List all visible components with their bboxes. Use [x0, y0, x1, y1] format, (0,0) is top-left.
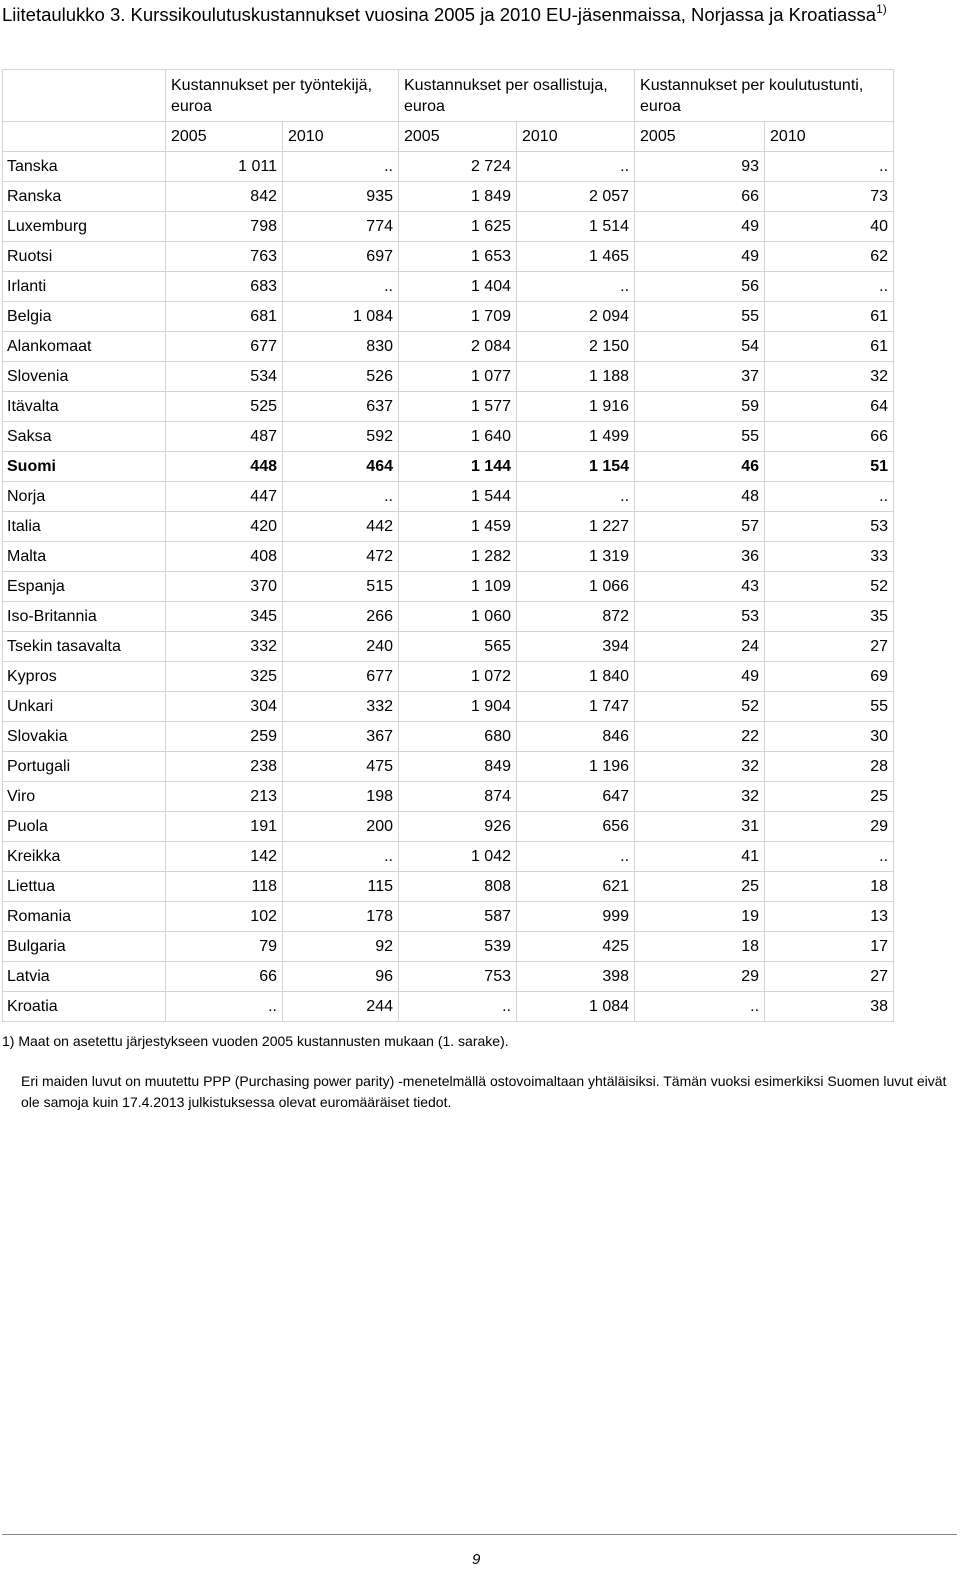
country-cell: Italia [3, 512, 166, 542]
value-cell: 1 060 [399, 602, 517, 632]
value-cell: 425 [517, 932, 635, 962]
country-cell: Norja [3, 482, 166, 512]
value-cell: 30 [765, 722, 894, 752]
group-header-row [3, 70, 894, 122]
year-header: 2010 [283, 122, 399, 152]
value-cell: 13 [765, 902, 894, 932]
country-cell: Saksa [3, 422, 166, 452]
value-cell: 61 [765, 332, 894, 362]
value-cell: 304 [166, 692, 283, 722]
table-row [3, 302, 894, 332]
value-cell: 2 057 [517, 182, 635, 212]
value-cell: 1 514 [517, 212, 635, 242]
value-cell: 266 [283, 602, 399, 632]
value-cell: .. [283, 842, 399, 872]
value-cell: 1 011 [166, 152, 283, 182]
value-cell: 29 [635, 962, 765, 992]
value-cell: 49 [635, 212, 765, 242]
value-cell: 54 [635, 332, 765, 362]
country-cell: Bulgaria [3, 932, 166, 962]
country-cell: Belgia [3, 302, 166, 332]
country-cell: Viro [3, 782, 166, 812]
value-cell: 398 [517, 962, 635, 992]
table-row [3, 422, 894, 452]
value-cell: 926 [399, 812, 517, 842]
table-row [3, 542, 894, 572]
value-cell: 56 [635, 272, 765, 302]
value-cell: 808 [399, 872, 517, 902]
year-header: 2005 [166, 122, 283, 152]
value-cell: 1 072 [399, 662, 517, 692]
value-cell: 35 [765, 602, 894, 632]
value-cell: 46 [635, 452, 765, 482]
value-cell: 1 916 [517, 392, 635, 422]
table-row [3, 872, 894, 902]
value-cell: 59 [635, 392, 765, 422]
value-cell: 57 [635, 512, 765, 542]
table-row [3, 452, 894, 482]
value-cell: 22 [635, 722, 765, 752]
group-header-per-participant: Kustannukset per osallistuja, euroa [399, 70, 635, 122]
table-row [3, 962, 894, 992]
value-cell: 1 849 [399, 182, 517, 212]
value-cell: 2 150 [517, 332, 635, 362]
value-cell: 2 094 [517, 302, 635, 332]
value-cell: 259 [166, 722, 283, 752]
table-row [3, 392, 894, 422]
value-cell: 48 [635, 482, 765, 512]
value-cell: 1 544 [399, 482, 517, 512]
value-cell: 191 [166, 812, 283, 842]
page-number: 9 [472, 1551, 481, 1568]
value-cell: 798 [166, 212, 283, 242]
value-cell: 621 [517, 872, 635, 902]
value-cell: 1 840 [517, 662, 635, 692]
country-cell: Tsekin tasavalta [3, 632, 166, 662]
value-cell: 19 [635, 902, 765, 932]
table-row [3, 512, 894, 542]
value-cell: 27 [765, 962, 894, 992]
value-cell: 1 640 [399, 422, 517, 452]
country-cell: Romania [3, 902, 166, 932]
value-cell: 999 [517, 902, 635, 932]
page-footer-divider [2, 1534, 957, 1535]
value-cell: 526 [283, 362, 399, 392]
value-cell: 178 [283, 902, 399, 932]
value-cell: 92 [283, 932, 399, 962]
footnote: 1) Maat on asetettu järjestykseen vuoden 2005 kustannusten mukaan (1. sarake). [2, 1033, 509, 1049]
value-cell: 1 109 [399, 572, 517, 602]
cost-table [2, 69, 894, 1022]
value-cell: 1 465 [517, 242, 635, 272]
value-cell: 27 [765, 632, 894, 662]
value-cell: 49 [635, 242, 765, 272]
country-cell: Slovakia [3, 722, 166, 752]
country-cell: Unkari [3, 692, 166, 722]
country-cell: Kroatia [3, 992, 166, 1022]
country-cell: Suomi [3, 452, 166, 482]
value-cell: 1 625 [399, 212, 517, 242]
value-cell: 25 [635, 872, 765, 902]
value-cell: 115 [283, 872, 399, 902]
value-cell: .. [399, 992, 517, 1022]
country-cell: Latvia [3, 962, 166, 992]
country-cell: Irlanti [3, 272, 166, 302]
value-cell: 345 [166, 602, 283, 632]
value-cell: .. [765, 152, 894, 182]
value-cell: .. [283, 272, 399, 302]
value-cell: 680 [399, 722, 517, 752]
value-cell: 842 [166, 182, 283, 212]
value-cell: 240 [283, 632, 399, 662]
table-row [3, 182, 894, 212]
table-row [3, 932, 894, 962]
country-cell: Ranska [3, 182, 166, 212]
value-cell: 367 [283, 722, 399, 752]
value-cell: 370 [166, 572, 283, 602]
value-cell: 142 [166, 842, 283, 872]
value-cell: 36 [635, 542, 765, 572]
value-cell: 33 [765, 542, 894, 572]
value-cell: 1 042 [399, 842, 517, 872]
country-cell: Puola [3, 812, 166, 842]
value-cell: 53 [765, 512, 894, 542]
value-cell: 846 [517, 722, 635, 752]
value-cell: 41 [635, 842, 765, 872]
value-cell: 849 [399, 752, 517, 782]
value-cell: 647 [517, 782, 635, 812]
value-cell: 872 [517, 602, 635, 632]
table-row [3, 662, 894, 692]
page-title [2, 0, 952, 29]
value-cell: 51 [765, 452, 894, 482]
value-cell: 475 [283, 752, 399, 782]
value-cell: 592 [283, 422, 399, 452]
value-cell: 874 [399, 782, 517, 812]
group-header-per-training-hour: Kustannukset per koulutustunti, euroa [635, 70, 894, 122]
value-cell: .. [517, 482, 635, 512]
table-body [3, 152, 894, 1022]
country-cell: Iso-Britannia [3, 602, 166, 632]
year-header: 2005 [399, 122, 517, 152]
value-cell: 198 [283, 782, 399, 812]
value-cell: 61 [765, 302, 894, 332]
title-note-marker: 1) [876, 2, 887, 16]
value-cell: 64 [765, 392, 894, 422]
value-cell: 565 [399, 632, 517, 662]
value-cell: 683 [166, 272, 283, 302]
value-cell: 830 [283, 332, 399, 362]
value-cell: 55 [765, 692, 894, 722]
value-cell: 238 [166, 752, 283, 782]
value-cell: 697 [283, 242, 399, 272]
value-cell: .. [166, 992, 283, 1022]
value-cell: .. [517, 842, 635, 872]
group-header-per-employee: Kustannukset per työntekijä, euroa [166, 70, 399, 122]
value-cell: 38 [765, 992, 894, 1022]
value-cell: 408 [166, 542, 283, 572]
country-cell: Malta [3, 542, 166, 572]
year-header: 2005 [635, 122, 765, 152]
table-row [3, 632, 894, 662]
header-corner-cell [3, 70, 166, 122]
value-cell: 656 [517, 812, 635, 842]
value-cell: .. [765, 272, 894, 302]
value-cell: 472 [283, 542, 399, 572]
value-cell: 66 [166, 962, 283, 992]
value-cell: 2 084 [399, 332, 517, 362]
value-cell: 677 [166, 332, 283, 362]
value-cell: 66 [765, 422, 894, 452]
value-cell: 1 154 [517, 452, 635, 482]
table-row [3, 242, 894, 272]
value-cell: 66 [635, 182, 765, 212]
country-cell: Alankomaat [3, 332, 166, 362]
value-cell: 637 [283, 392, 399, 422]
title-text: Liitetaulukko 3. Kurssikoulutuskustannukset vuosina 2005 ja 2010 EU-jäsenmaissa, Norjassa ja Kroatiassa [2, 4, 877, 25]
table-row [3, 842, 894, 872]
table-row [3, 152, 894, 182]
value-cell: 1 282 [399, 542, 517, 572]
ppp-note: Eri maiden luvut on muutettu PPP (Purchasing power parity) -menetelmällä ostovoimaltaan yhtäläisiksi. Tämän vuoksi esimerkiksi Suomen luvut eivät ole samoja kuin 17.4.2013 julkistuksessa olevat euromääräiset tiedot. [21, 1073, 947, 1110]
table-row [3, 752, 894, 782]
value-cell: 1 319 [517, 542, 635, 572]
value-cell: 1 404 [399, 272, 517, 302]
value-cell: 52 [765, 572, 894, 602]
value-cell: 1 084 [283, 302, 399, 332]
value-cell: 43 [635, 572, 765, 602]
value-cell: 1 499 [517, 422, 635, 452]
value-cell: 24 [635, 632, 765, 662]
year-header: 2010 [765, 122, 894, 152]
table-row [3, 482, 894, 512]
value-cell: 677 [283, 662, 399, 692]
value-cell: 79 [166, 932, 283, 962]
value-cell: 1 188 [517, 362, 635, 392]
value-cell: 40 [765, 212, 894, 242]
value-cell: .. [765, 482, 894, 512]
value-cell: 1 904 [399, 692, 517, 722]
value-cell: .. [635, 992, 765, 1022]
value-cell: 587 [399, 902, 517, 932]
value-cell: 442 [283, 512, 399, 542]
value-cell: 69 [765, 662, 894, 692]
value-cell: 52 [635, 692, 765, 722]
value-cell: 420 [166, 512, 283, 542]
value-cell: 1 066 [517, 572, 635, 602]
value-cell: 55 [635, 302, 765, 332]
value-cell: .. [283, 152, 399, 182]
table-row [3, 602, 894, 632]
table-row [3, 332, 894, 362]
country-cell: Espanja [3, 572, 166, 602]
value-cell: 1 196 [517, 752, 635, 782]
value-cell: 448 [166, 452, 283, 482]
table-row [3, 782, 894, 812]
value-cell: 32 [635, 752, 765, 782]
value-cell: 753 [399, 962, 517, 992]
value-cell: 49 [635, 662, 765, 692]
country-cell: Kypros [3, 662, 166, 692]
value-cell: 1 084 [517, 992, 635, 1022]
value-cell: 213 [166, 782, 283, 812]
value-cell: 332 [283, 692, 399, 722]
value-cell: 53 [635, 602, 765, 632]
table-row [3, 212, 894, 242]
country-cell: Slovenia [3, 362, 166, 392]
country-cell: Liettua [3, 872, 166, 902]
value-cell: 539 [399, 932, 517, 962]
country-cell: Ruotsi [3, 242, 166, 272]
value-cell: 515 [283, 572, 399, 602]
year-corner-cell [3, 122, 166, 152]
value-cell: 534 [166, 362, 283, 392]
table-row [3, 362, 894, 392]
value-cell: 763 [166, 242, 283, 272]
value-cell: 1 077 [399, 362, 517, 392]
value-cell: 332 [166, 632, 283, 662]
value-cell: 1 459 [399, 512, 517, 542]
value-cell: 29 [765, 812, 894, 842]
table-row [3, 722, 894, 752]
table-row [3, 992, 894, 1022]
table-row [3, 692, 894, 722]
country-cell: Itävalta [3, 392, 166, 422]
value-cell: 55 [635, 422, 765, 452]
value-cell: 525 [166, 392, 283, 422]
value-cell: 325 [166, 662, 283, 692]
value-cell: 62 [765, 242, 894, 272]
value-cell: 681 [166, 302, 283, 332]
value-cell: 32 [635, 782, 765, 812]
value-cell: 487 [166, 422, 283, 452]
value-cell: 31 [635, 812, 765, 842]
value-cell: 18 [765, 872, 894, 902]
value-cell: 96 [283, 962, 399, 992]
value-cell: 1 227 [517, 512, 635, 542]
value-cell: .. [517, 272, 635, 302]
table-row [3, 902, 894, 932]
value-cell: 935 [283, 182, 399, 212]
table-row [3, 572, 894, 602]
year-header: 2010 [517, 122, 635, 152]
value-cell: .. [517, 152, 635, 182]
value-cell: 464 [283, 452, 399, 482]
table-row [3, 272, 894, 302]
country-cell: Luxemburg [3, 212, 166, 242]
value-cell: 1 747 [517, 692, 635, 722]
value-cell: 32 [765, 362, 894, 392]
value-cell: 394 [517, 632, 635, 662]
value-cell: 1 144 [399, 452, 517, 482]
value-cell: 17 [765, 932, 894, 962]
value-cell: 447 [166, 482, 283, 512]
value-cell: 118 [166, 872, 283, 902]
country-cell: Kreikka [3, 842, 166, 872]
value-cell: .. [765, 842, 894, 872]
value-cell: 774 [283, 212, 399, 242]
value-cell: 18 [635, 932, 765, 962]
country-cell: Portugali [3, 752, 166, 782]
value-cell: 25 [765, 782, 894, 812]
country-cell: Tanska [3, 152, 166, 182]
value-cell: 1 653 [399, 242, 517, 272]
value-cell: 244 [283, 992, 399, 1022]
value-cell: 93 [635, 152, 765, 182]
table-row [3, 812, 894, 842]
value-cell: .. [283, 482, 399, 512]
value-cell: 1 577 [399, 392, 517, 422]
value-cell: 102 [166, 902, 283, 932]
value-cell: 73 [765, 182, 894, 212]
value-cell: 1 709 [399, 302, 517, 332]
value-cell: 200 [283, 812, 399, 842]
value-cell: 37 [635, 362, 765, 392]
year-header-row [3, 122, 894, 152]
value-cell: 28 [765, 752, 894, 782]
value-cell: 2 724 [399, 152, 517, 182]
